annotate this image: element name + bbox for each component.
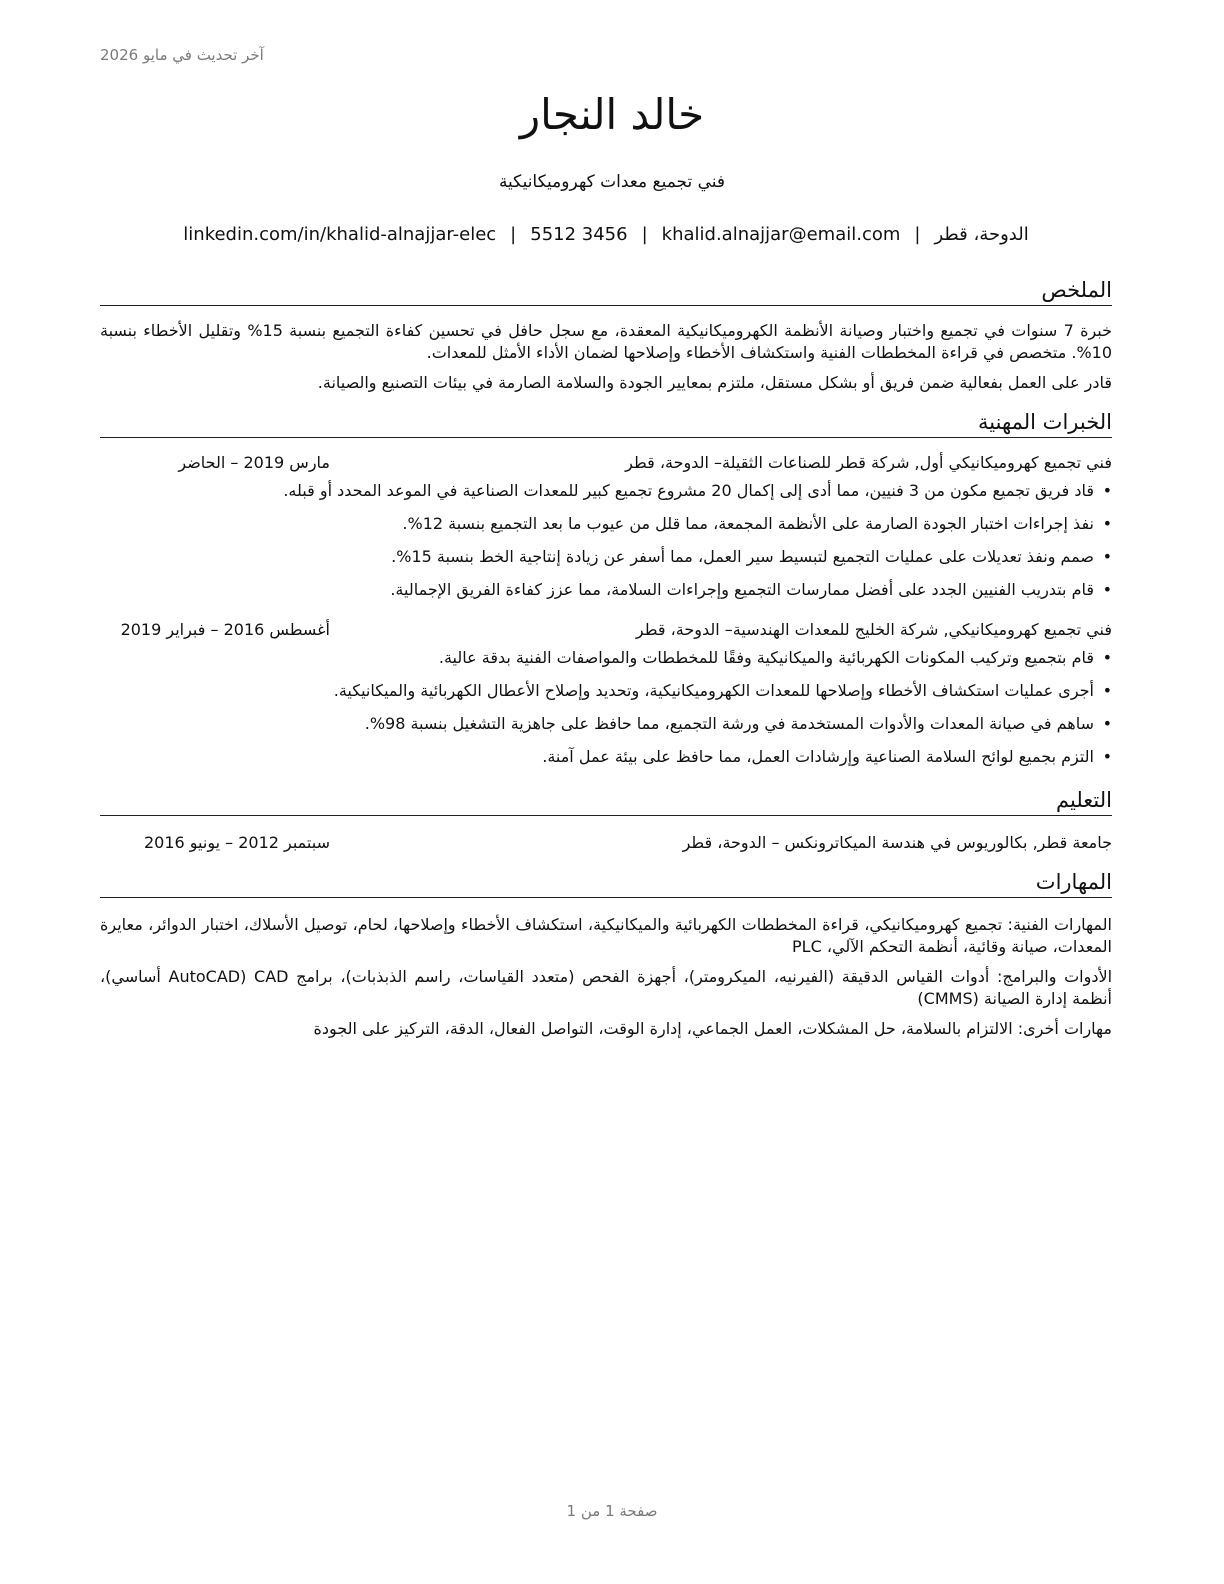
contact-separator: | xyxy=(641,224,648,245)
education-section xyxy=(100,786,1112,854)
experience-section xyxy=(100,408,1112,768)
last-updated: آخر تحديث في مايو 2026 xyxy=(100,46,264,64)
job-bullet: • صمم ونفذ تعديلات على عمليات التجميع لتبسيط سير العمل، مما أسفر عن زيادة إنتاجية الخط بنسبة 15%. xyxy=(100,546,1112,568)
education-degree: جامعة قطر, بكالوريوس في هندسة الميكاترونكس – الدوحة، قطر xyxy=(682,833,1112,852)
summary-paragraph: قادر على العمل بفعالية ضمن فريق أو بشكل مستقل، ملتزم بمعايير الجودة والسلامة الصارمة في بيئات التصنيع والصيانة. xyxy=(317,373,1112,392)
contact-email[interactable]: khalid.alnajjar@email.com xyxy=(661,224,901,245)
skills-tools: الأدوات والبرامج: أدوات القياس الدقيقة (الفيرنيه، الميكرومتر)، أجهزة الفحص (متعدد القياسات، راسم الذبذبات)، برامج CAD (AutoCAD أساسي)، أنظمة إدارة الصيانة (CMMS) xyxy=(100,967,1113,1008)
candidate-name: خالد النجار xyxy=(519,90,705,139)
job-entry xyxy=(100,452,1112,601)
job-header xyxy=(100,619,1112,641)
skills-section xyxy=(100,868,1112,1040)
job-title: فني تجميع معدات كهروميكانيكية xyxy=(498,172,726,192)
contact-separator: | xyxy=(914,224,921,245)
contact-separator: | xyxy=(510,224,517,245)
job-location: – الدوحة، قطر xyxy=(635,620,733,639)
job-role: فني تجميع كهروميكانيكي أول, شركة قطر للصناعات الثقيلة xyxy=(722,453,1112,472)
job-bullet: • أجرى عمليات استكشاف الأخطاء وإصلاحها للمعدات الكهروميكانيكية، وتحديد وإصلاح الأعطال الكهربائية والميكانيكية. xyxy=(100,680,1112,702)
job-bullets xyxy=(100,480,1112,601)
contact-line xyxy=(100,224,1112,245)
skills-body xyxy=(100,914,1112,1040)
job-bullet: • ساهم في صيانة المعدات والأدوات المستخدمة في ورشة التجميع، مما حافظ على جاهزية التشغيل بنسبة 98%. xyxy=(100,713,1112,735)
page-number: صفحة 1 من 1 xyxy=(566,1502,658,1520)
job-bullet: • نفذ إجراءات اختبار الجودة الصارمة على الأنظمة المجمعة، مما قلل من عيوب ما بعد التجميع بنسبة 12%. xyxy=(100,513,1112,535)
summary-paragraph: خبرة 7 سنوات في تجميع واختبار وصيانة الأنظمة الكهروميكانيكية المعقدة، مع سجل حافل في تحسين كفاءة التجميع بنسبة 15% وتقليل الأخطاء بنسبة 10%. متخصص في قراءة المخططات الفنية واستكشاف الأخطاء وإصلاحها لضمان الأداء الأمثل للمعدات. xyxy=(100,321,1112,362)
skills-other: مهارات أخرى: الالتزام بالسلامة، حل المشكلات، العمل الجماعي، إدارة الوقت، التواصل الفعال، الدقة، التركيز على الجودة xyxy=(313,1019,1112,1038)
education-dates: سبتمبر 2012 – يونيو 2016 xyxy=(143,833,330,852)
job-bullet: • التزم بجميع لوائح السلامة الصناعية وإرشادات العمل، مما حافظ على بيئة عمل آمنة. xyxy=(100,746,1112,768)
skills-technical: المهارات الفنية: تجميع كهروميكانيكي، قراءة المخططات الكهربائية والميكانيكية، استكشاف الأخطاء وإصلاحها، لحام، توصيل الأسلاك، اختبار الدوائر، معايرة المعدات، صيانة وقائية، أنظمة التحكم الآلي، PLC xyxy=(100,915,1112,956)
contact-phone[interactable]: 5512 3456 xyxy=(530,224,628,245)
job-bullet: • قام بتجميع وتركيب المكونات الكهربائية والميكانيكية وفقًا للمخططات والمواصفات الفنية بدقة عالية. xyxy=(100,647,1112,669)
job-bullet: • قاد فريق تجميع مكون من 3 فنيين، مما أدى إلى إكمال 20 مشروع تجميع كبير للمعدات الصناعية في الموعد المحدد أو قبله. xyxy=(100,480,1112,502)
skills-heading: المهارات xyxy=(100,868,1112,898)
experience-heading: الخبرات المهنية xyxy=(100,408,1112,438)
job-dates: أغسطس 2016 – فبراير 2019 xyxy=(120,620,330,639)
job-bullets xyxy=(100,647,1112,768)
summary-body xyxy=(100,320,1112,394)
resume-content xyxy=(100,276,1112,1040)
job-entry xyxy=(100,619,1112,768)
summary-heading: الملخص xyxy=(100,276,1112,306)
job-bullet: • قام بتدريب الفنيين الجدد على أفضل ممارسات التجميع وإجراءات السلامة، مما عزز كفاءة الفريق الإجمالية. xyxy=(100,579,1112,601)
education-heading: التعليم xyxy=(100,786,1112,816)
contact-linkedin[interactable]: linkedin.com/in/khalid-alnajjar-elec xyxy=(183,224,497,245)
education-entry xyxy=(100,832,1112,854)
job-location: – الدوحة، قطر xyxy=(625,453,722,472)
job-role: فني تجميع كهروميكانيكي, شركة الخليج للمعدات الهندسية xyxy=(732,620,1112,639)
job-dates: مارس 2019 – الحاضر xyxy=(178,453,330,472)
contact-location: الدوحة، قطر xyxy=(934,224,1029,245)
job-header xyxy=(100,452,1112,474)
summary-section xyxy=(100,276,1112,394)
